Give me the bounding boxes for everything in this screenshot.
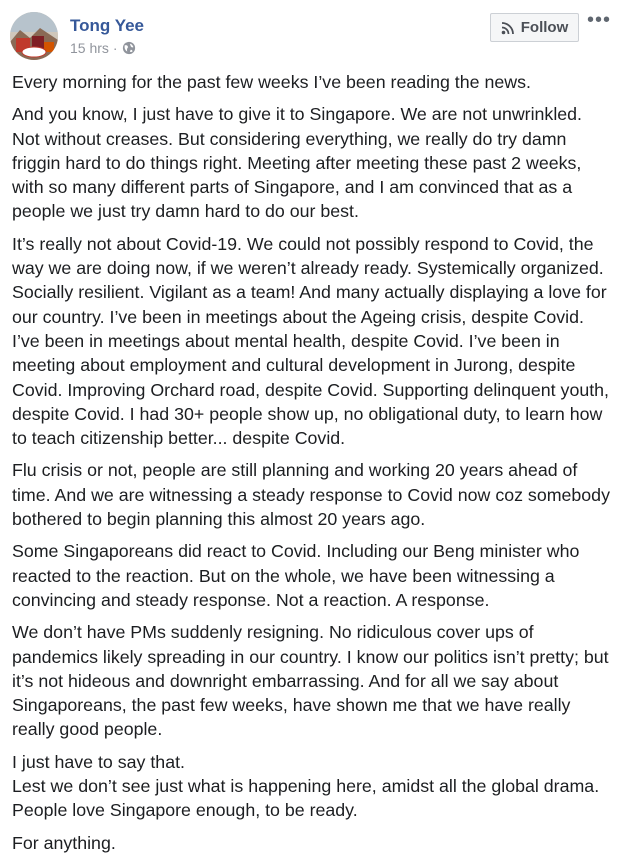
- author-avatar[interactable]: [10, 12, 58, 60]
- post-meta: [70, 40, 136, 56]
- post-closing-line: Lest we don’t see just what is happening here, amidst all the global drama. People love Singapore enough, to be ready.: [12, 776, 600, 821]
- post-timestamp[interactable]: 15 hrs: [70, 40, 109, 56]
- post-paragraph: Some Singaporeans did react to Covid. Including our Beng minister who reacted to the reaction. But on the whole, we have been witnessing a convincing and steady response. Not a reaction. A response.: [12, 541, 580, 610]
- more-options-icon[interactable]: •••: [587, 9, 612, 31]
- meta-separator: ·: [112, 40, 118, 56]
- post-header: [0, 0, 618, 66]
- post-paragraph: Flu crisis or not, people are still planning and working 20 years ahead of time. And we are witnessing a steady response to Covid now coz somebody bothered to begin planning this almost 20 years ago.: [12, 460, 610, 530]
- post-paragraph: And you know, I just have to give it to Singapore. We are not unwrinkled. Not without creases. But considering everything, we really do try damn friggin hard to do things right. Meeting after meeting these past 2 weeks, with so many different parts of Singapore, and I am convinced that as a people we just try damn hard to do our best.: [12, 104, 582, 222]
- globe-icon[interactable]: [122, 41, 136, 55]
- follow-label: Follow: [520, 19, 569, 36]
- post-paragraph: We don’t have PMs suddenly resigning. No ridiculous cover ups of pandemics likely spreading in our country. I know our politics isn’t pretty; but it’s not hideous and downright embarrassing. And for all we say about Singaporeans, the past few weeks, have shown me that we have really really good people.: [12, 622, 609, 740]
- post-final-line: For anything.: [12, 832, 116, 853]
- rss-feed-icon: [501, 21, 515, 35]
- author-name[interactable]: Tong Yee: [70, 16, 145, 35]
- post-paragraph: It’s really not about Covid-19. We could not possibly respond to Covid, the way we are doing now, if we weren’t already ready. Systemically organized. Socially resilient. Vigilant as a team! And many actually displaying a love for our country. I’ve been in meetings about the Ageing crisis, despite Covid. I’ve been in meetings about mental health, despite Covid. I’ve been in meeting about employment and cultural development in Jurong, despite Covid. Improving Orchard road, despite Covid. Supporting delinquent youth, despite Covid. I had 30+ people show up, no obligational duty, to learn how to teach citizenship better... despite Covid.: [12, 233, 610, 449]
- post-body: [12, 70, 612, 863]
- post-closing-line: I just have to say that.: [12, 751, 185, 772]
- post-paragraph: Every morning for the past few weeks I’ve been reading the news.: [12, 72, 531, 92]
- avatar-image: [10, 12, 58, 60]
- follow-button[interactable]: [490, 13, 579, 42]
